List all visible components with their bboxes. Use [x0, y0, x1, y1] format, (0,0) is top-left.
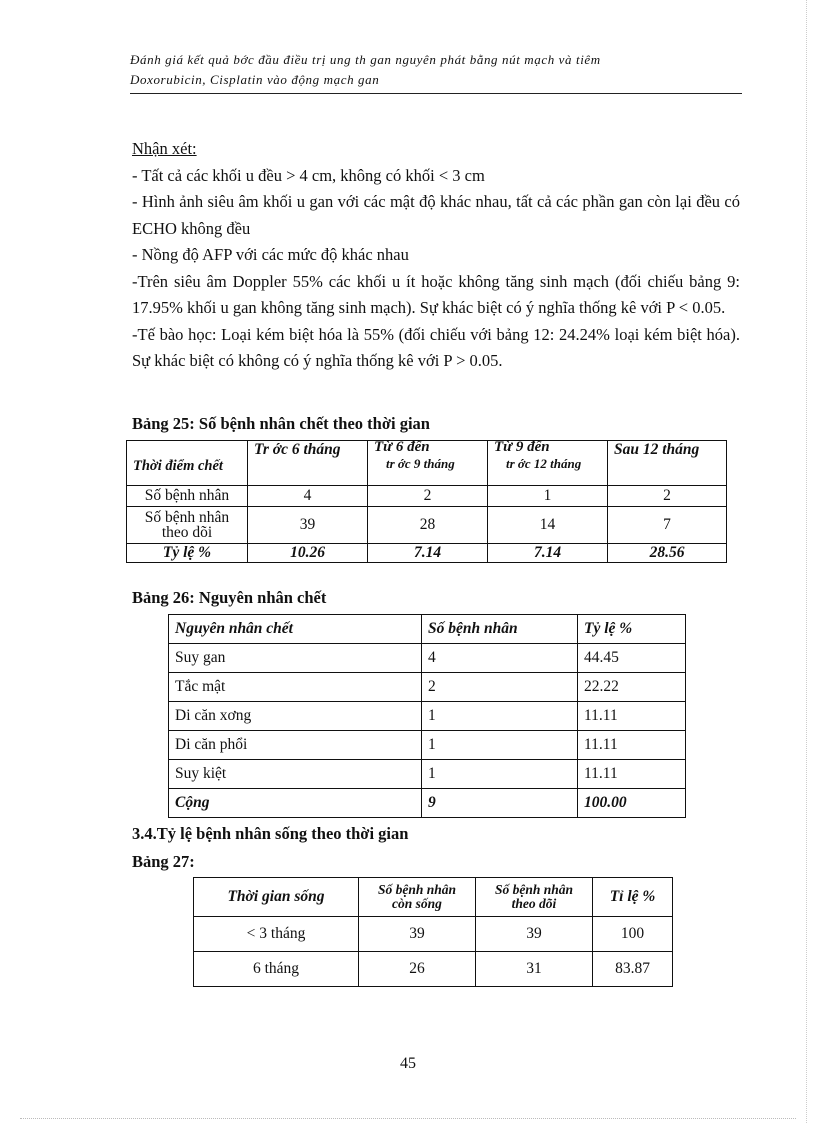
page-bottom-edge: [20, 1118, 796, 1119]
table-cell: 7: [608, 507, 727, 544]
table-row: [127, 486, 727, 507]
page-number: 45: [400, 1055, 416, 1072]
table-cell: 100.00: [578, 789, 686, 818]
header-cell: [488, 441, 608, 486]
table-row: [169, 760, 686, 789]
header-line-1: Đánh giá kết quả bớc đầu điều trị ung th gan nguyên phát bằng nút mạch và tiêm: [130, 52, 601, 67]
header-cell-line: còn sống: [392, 896, 442, 911]
table-cell: 7.14: [488, 544, 608, 563]
table-cell: 39: [248, 507, 368, 544]
table-row: [194, 917, 673, 952]
table-cell: 14: [488, 507, 608, 544]
header-cell: Thời gian sống: [194, 878, 359, 917]
table-cell: Tắc mật: [169, 673, 422, 702]
page-right-edge: [806, 0, 807, 1123]
table-cell: 7.14: [368, 544, 488, 563]
table-cell: 100: [593, 917, 673, 952]
table-cell: 39: [359, 917, 476, 952]
table-cell: 83.87: [593, 952, 673, 987]
row-label-line: Số bệnh nhân: [144, 509, 230, 526]
remark-item: -Tế bào học: Loại kém biệt hóa là 55% (đối chiếu với bảng 12: 24.24% loại kém biệt hóa). Sự khác biệt có không có ý nghĩa thống kê với P > 0.05.: [132, 324, 740, 370]
table-row: [169, 702, 686, 731]
row-label: [127, 544, 248, 563]
remarks-section: [132, 136, 740, 375]
row-label-line: theo dõi: [161, 524, 213, 541]
header-cell: [368, 441, 488, 486]
header-cell: Nguyên nhân chết: [169, 615, 422, 644]
header-cell-line: tr ớc 12 tháng: [506, 456, 582, 471]
table-row: [169, 673, 686, 702]
running-header: [130, 50, 740, 90]
header-cell-line: Từ 9 đến: [494, 439, 550, 455]
header-cell: Thời điểm chết: [127, 441, 248, 486]
table27-caption: Bảng 27:: [132, 852, 195, 871]
table-cell: 4: [248, 486, 368, 507]
table-cell: 26: [359, 952, 476, 987]
table-cell: 22.22: [578, 673, 686, 702]
header-cell: Tr ớc 6 tháng: [248, 441, 368, 486]
table-cell: 1: [422, 731, 578, 760]
header-cell: Số bệnh nhân: [422, 615, 578, 644]
header-cell: [476, 878, 593, 917]
table-total-row: [169, 789, 686, 818]
table-row: [169, 731, 686, 760]
remark-item: -Trên siêu âm Doppler 55% các khối u ít hoặc không tăng sinh mạch (đối chiếu bảng 9: 17.95% khối u gan không tăng sinh mạch). Sự khác biệt có ý nghĩa thống kê với P < 0.05.: [132, 271, 740, 317]
table-26: [168, 614, 686, 818]
table-cell: Di căn phổi: [169, 731, 422, 760]
table-cell: 2: [608, 486, 727, 507]
remark-item: - Hình ảnh siêu âm khối u gan với các mật độ khác nhau, tất cả các phần gan còn lại đều có ECHO không đều: [132, 192, 740, 238]
table-cell: 11.11: [578, 731, 686, 760]
table-cell: Cộng: [169, 789, 422, 818]
table-cell: 6 tháng: [194, 952, 359, 987]
table-cell: Di căn xơng: [169, 702, 422, 731]
header-cell: [359, 878, 476, 917]
table-header-row: [194, 878, 673, 917]
row-label: Số bệnh nhân: [127, 486, 248, 507]
table-cell: 2: [422, 673, 578, 702]
table-row: [194, 952, 673, 987]
header-cell: Tỉ lệ %: [593, 878, 673, 917]
table-cell: 10.26: [248, 544, 368, 563]
header-cell-line: Số bệnh nhân: [494, 882, 574, 897]
header-cell-line: tr ớc 9 tháng: [386, 456, 455, 471]
table-cell: 11.11: [578, 760, 686, 789]
remark-item: - Tất cả các khối u đều > 4 cm, không có khối < 3 cm: [132, 165, 485, 185]
header-cell: Sau 12 tháng: [608, 441, 727, 486]
table-row: [127, 544, 727, 563]
table-25: [126, 440, 727, 563]
header-line-2: Doxorubicin, Cisplatin vào động mạch gan: [130, 72, 380, 87]
table-cell: 11.11: [578, 702, 686, 731]
table25-caption: Bảng 25: Số bệnh nhân chết theo thời gian: [132, 414, 430, 433]
header-cell: Tỷ lệ %: [578, 615, 686, 644]
table-27: [193, 877, 673, 987]
row-label: [127, 507, 248, 544]
table-header-row: [169, 615, 686, 644]
table-cell: 28.56: [608, 544, 727, 563]
table-header-row: [127, 441, 727, 486]
table-cell: 44.45: [578, 644, 686, 673]
table-cell: 9: [422, 789, 578, 818]
table-cell: 1: [422, 702, 578, 731]
table-cell: Suy kiệt: [169, 760, 422, 789]
header-cell-line: theo dõi: [511, 896, 557, 911]
table26-caption: Bảng 26: Nguyên nhân chết: [132, 588, 327, 607]
header-cell-line: Từ 6 đến: [374, 439, 430, 455]
remarks-title: Nhận xét:: [132, 139, 197, 158]
header-divider: [130, 93, 742, 94]
table-cell: 28: [368, 507, 488, 544]
table-cell: 1: [422, 760, 578, 789]
table-cell: 4: [422, 644, 578, 673]
remark-item: - Nồng độ AFP với các mức độ khác nhau: [132, 245, 409, 264]
section-heading: 3.4.Tỷ lệ bệnh nhân sống theo thời gian: [132, 824, 409, 843]
table-cell: 31: [476, 952, 593, 987]
table-cell: Suy gan: [169, 644, 422, 673]
header-cell-line: Số bệnh nhân: [377, 882, 457, 897]
table-cell: 39: [476, 917, 593, 952]
row-label-text: Tỷ lệ %: [162, 544, 212, 561]
table-row: [169, 644, 686, 673]
table-cell: < 3 tháng: [194, 917, 359, 952]
table-cell: 2: [368, 486, 488, 507]
table-cell: 1: [488, 486, 608, 507]
table-row: [127, 507, 727, 544]
